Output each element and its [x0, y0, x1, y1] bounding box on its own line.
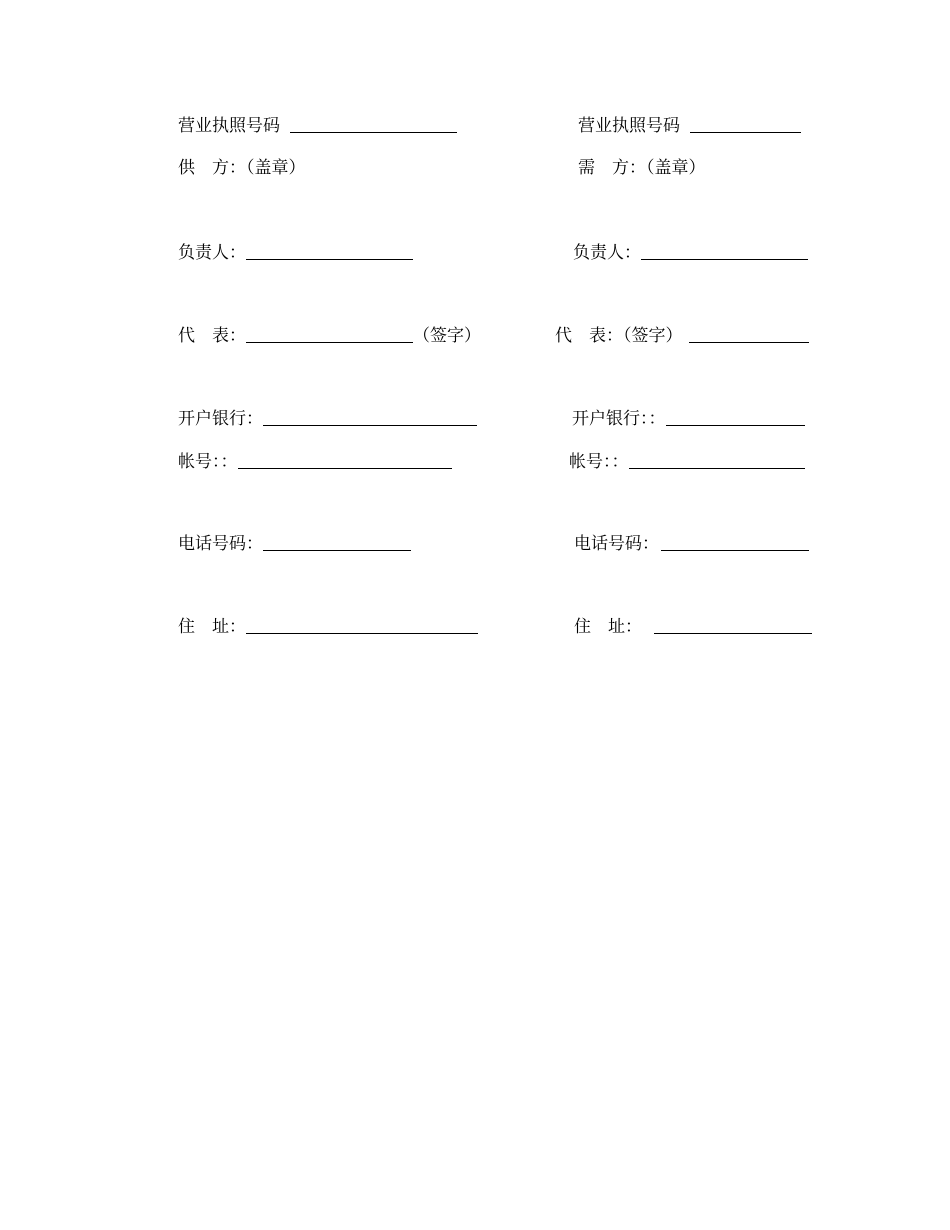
supplier-rep-label: 代 表： [178, 326, 246, 346]
buyer-person-label: 负责人： [573, 243, 641, 263]
buyer-rep-label: 代 表：（签字） [555, 326, 683, 346]
buyer-license-label: 营业执照号码 [578, 116, 680, 136]
buyer-bank-row [572, 405, 805, 429]
buyer-phone-row [574, 530, 809, 554]
supplier-account-row [178, 448, 452, 472]
buyer-bank-label: 开户银行：： [572, 409, 666, 429]
supplier-party-label: 供 方：（盖章） [178, 158, 306, 178]
supplier-party-row [178, 154, 306, 178]
buyer-license-field[interactable] [690, 131, 801, 133]
buyer-phone-label: 电话号码： [574, 534, 659, 554]
supplier-rep-row [178, 322, 481, 346]
buyer-address-row [574, 613, 812, 637]
supplier-person-field[interactable] [246, 258, 413, 260]
supplier-bank-row [178, 405, 477, 429]
supplier-address-label: 住 址： [178, 617, 246, 637]
supplier-rep-suffix: （签字） [413, 326, 481, 346]
supplier-phone-field[interactable] [263, 549, 411, 551]
buyer-address-label: 住 址： [574, 617, 642, 637]
supplier-person-row [178, 239, 413, 263]
supplier-phone-label: 电话号码： [178, 534, 263, 554]
supplier-license-label: 营业执照号码 [178, 116, 280, 136]
supplier-person-label: 负责人： [178, 243, 246, 263]
buyer-account-field[interactable] [629, 467, 805, 469]
supplier-address-field[interactable] [246, 632, 478, 634]
buyer-person-field[interactable] [641, 258, 808, 260]
supplier-phone-row [178, 530, 411, 554]
buyer-address-field[interactable] [654, 632, 812, 634]
supplier-rep-field[interactable] [246, 341, 413, 343]
supplier-bank-label: 开户银行： [178, 409, 263, 429]
buyer-account-label: 帐号：： [569, 452, 629, 472]
buyer-rep-field[interactable] [689, 341, 809, 343]
buyer-license-row [578, 112, 801, 136]
buyer-party-label: 需 方：（盖章） [578, 158, 706, 178]
supplier-account-field[interactable] [238, 467, 452, 469]
buyer-rep-row [555, 322, 809, 346]
supplier-license-field[interactable] [290, 131, 457, 133]
supplier-address-row [178, 613, 478, 637]
buyer-account-row [569, 448, 805, 472]
buyer-person-row [573, 239, 808, 263]
supplier-license-row [178, 112, 457, 136]
buyer-bank-field[interactable] [666, 424, 805, 426]
supplier-account-label: 帐号：： [178, 452, 238, 472]
buyer-party-row [578, 154, 706, 178]
buyer-phone-field[interactable] [661, 549, 809, 551]
supplier-bank-field[interactable] [263, 424, 477, 426]
